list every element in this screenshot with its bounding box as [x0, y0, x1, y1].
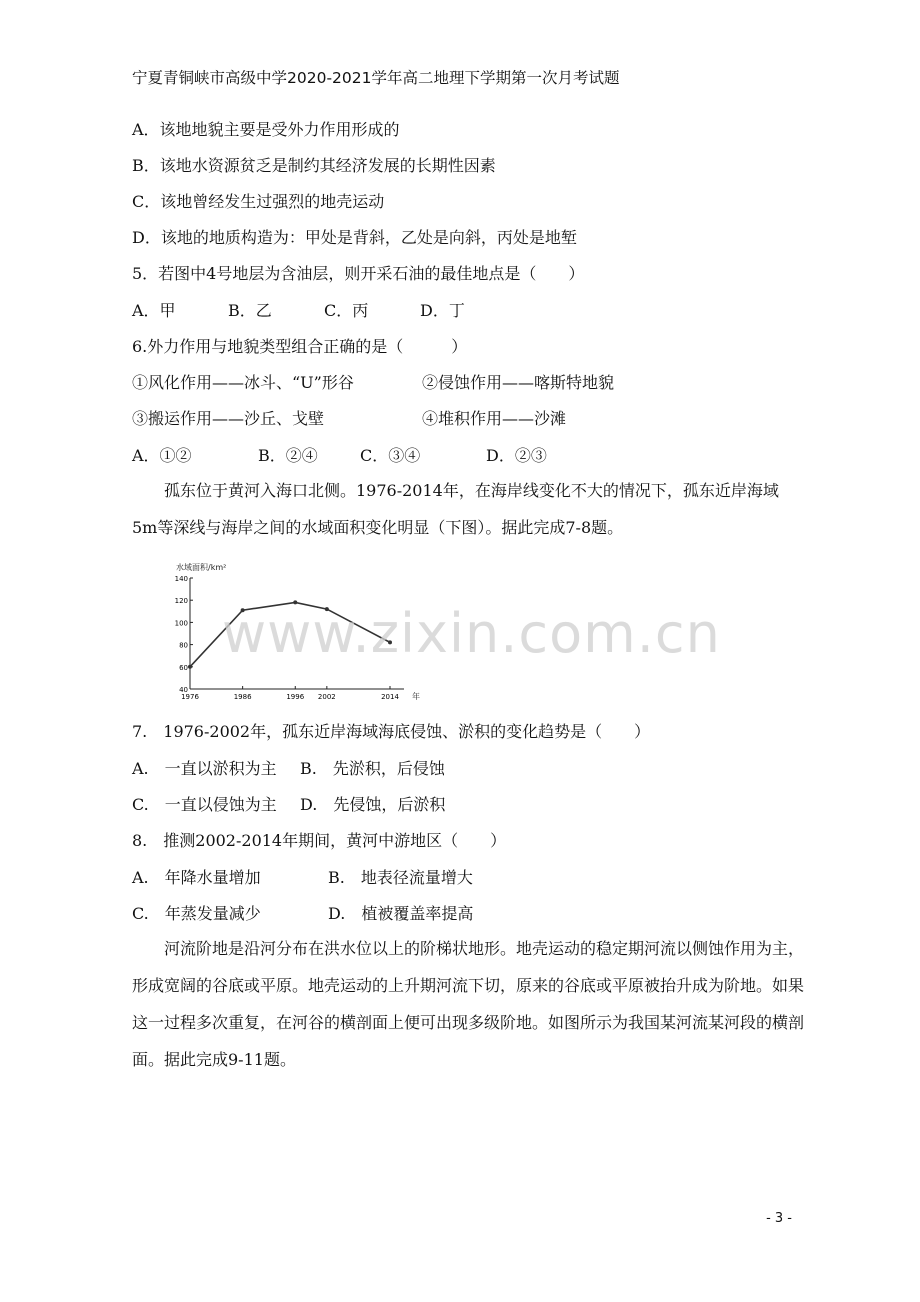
q5-stem: 5．若图中4号地层为含油层，则开采石油的最佳地点是（ ）	[132, 264, 585, 283]
option-d: D．该地的地质构造为：甲处是背斜，乙处是向斜，丙处是地堑	[132, 228, 577, 247]
page-number: - 3 -	[766, 1211, 792, 1226]
x-tick-label: 1986	[233, 693, 252, 701]
q5-option-a: A．甲	[132, 301, 176, 320]
q6-item-4: ④堆积作用——沙滩	[422, 409, 567, 428]
q7-options-row2	[132, 795, 445, 815]
y-tick-label: 120	[174, 597, 188, 606]
q6-item-3: ③搬运作用——沙丘、戈壁	[132, 409, 325, 428]
q8-option-a: A. 年降水量增加	[132, 868, 261, 887]
q6-stem: 6.外力作用与地貌类型组合正确的是（ ）	[132, 337, 468, 356]
q6-option-c: C．③④	[360, 446, 421, 465]
x-tick-label: 2002	[317, 693, 336, 701]
y-tick-label: 140	[174, 575, 188, 583]
q5-option-c: C．丙	[324, 301, 369, 320]
y-tick-label: 80	[179, 641, 188, 650]
q7-options-row1	[132, 759, 445, 779]
option-b: B．该地水资源贫乏是制约其经济发展的长期性因素	[132, 156, 496, 175]
q6-option-d: D．②③	[486, 446, 547, 465]
q6-option-b: B．②④	[258, 446, 318, 465]
q6-options	[132, 446, 547, 466]
q6-item-2: ②侵蚀作用——喀斯特地貌	[422, 373, 615, 392]
q6-option-a: A．①②	[132, 446, 192, 465]
x-tick-label: 1976	[181, 693, 199, 701]
q5-option-b: B．乙	[228, 301, 272, 320]
q8-option-c: C. 年蒸发量减少	[132, 904, 261, 923]
q7-option-c: C. 一直以侵蚀为主	[132, 795, 277, 814]
q5-option-d: D．丁	[420, 301, 465, 320]
chart-xlabel: 年	[412, 692, 420, 701]
passage-gudong: 孤东位于黄河入海口北侧。1976-2014年，在海岸线变化不大的情况下，孤东近岸海域5m等深线与海岸之间的水域面积变化明显（下图）。据此完成7-8题。	[132, 481, 779, 537]
y-tick-label: 40	[179, 686, 188, 694]
passage-river-terrace: 河流阶地是沿河分布在洪水位以上的阶梯状地形。地壳运动的稳定期河流以侧蚀作用为主，形成宽阔的谷底或平原。地壳运动的上升期河流下切，原来的谷底或平原被抬升成为阶地。如果这一过程多次重复，在河谷的横剖面上便可出现多级阶地。如图所示为我国某河流某河段的横剖面。据此完成9-11题。	[132, 939, 805, 1069]
x-tick-label: 1996	[286, 693, 305, 701]
q8-option-d: D. 植被覆盖率提高	[328, 904, 474, 923]
y-tick-label: 100	[174, 619, 188, 628]
chart-ylabel: 水域面积/km²	[176, 563, 227, 572]
q6-items-row1	[132, 373, 614, 393]
q7-option-d: D. 先侵蚀，后淤积	[300, 795, 446, 814]
option-a: A．该地地貌主要是受外力作用形成的	[132, 120, 400, 139]
q6-items-row2	[132, 409, 566, 429]
q8-options-row1	[132, 868, 473, 888]
q7-option-a: A. 一直以淤积为主	[132, 759, 277, 778]
x-tick-label: 2014	[381, 693, 399, 701]
q7-option-b: B. 先淤积，后侵蚀	[300, 759, 445, 778]
q5-options	[132, 301, 465, 321]
document-header: 宁夏青铜峡市高级中学2020-2021学年高二地理下学期第一次月考试题	[132, 69, 620, 87]
q7-stem: 7. 1976-2002年，孤东近岸海域海底侵蚀、淤积的变化趋势是（ ）	[132, 722, 651, 741]
q8-options-row2	[132, 904, 473, 924]
q6-item-1: ①风化作用——冰斗、“U”形谷	[132, 373, 354, 392]
data-point	[188, 665, 192, 669]
q8-stem: 8. 推测2002-2014年期间，黄河中游地区（ ）	[132, 831, 507, 850]
q8-option-b: B. 地表径流量增大	[328, 868, 473, 887]
option-c: C．该地曾经发生过强烈的地壳运动	[132, 192, 385, 211]
y-tick-label: 60	[179, 663, 188, 672]
watermark: www.zixin.com.cn	[222, 602, 721, 665]
